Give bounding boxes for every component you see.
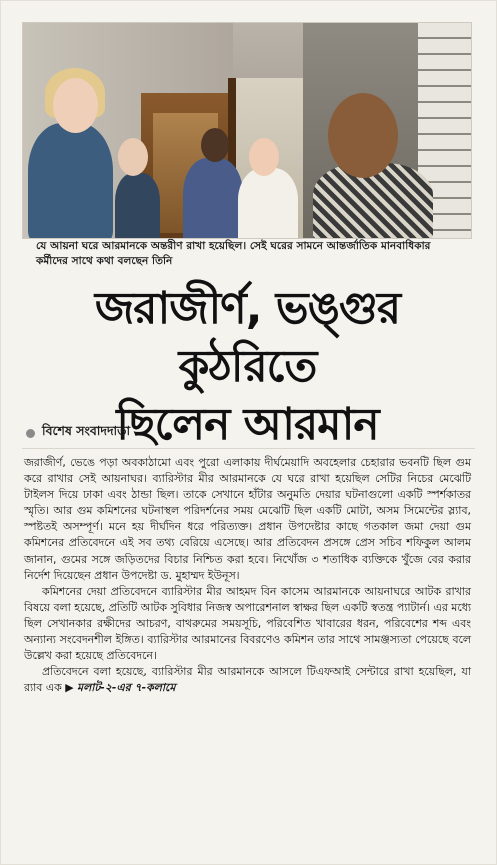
- photo-person-1-face: [53, 78, 98, 133]
- byline: [26, 423, 130, 443]
- paragraph-2: কমিশনের দেয়া প্রতিবেদনে ব্যারিস্টার মীর আহমদ বিন কাসেম আরমানকে আয়নাঘরে আটক রাখার বিষয়ে বলা হয়েছে, প্রতিটি আটক সুবিধার নিজস্ব অপারেশনাল স্বাক্ষর ছিল একটি স্বতন্ত্র প্যাটার্ন। এর মধ্যে ছিল সেখানকার রক্ষীদের আচরণ, বাথরুমের সময়সূচি, পরিবেশিত খাবারের ধরন, পরিবেশের শব্দ এবং অন্যান্য সংবেদনশীল ইঙ্গিত। ব্যারিস্টার আরমানের বিবরণেও কমিশন তার সাথে সামঞ্জস্যতা পেয়েছে বলে উল্লেখ করা হয়েছে প্রতিবেদনে।: [24, 584, 471, 663]
- bullet-icon: [26, 429, 35, 438]
- paragraph-1: জরাজীর্ণ, ভেঙে পড়া অবকাঠামো এবং পুরো এলাকায় দীর্ঘমেয়াদি অবহেলার চেহারার ভবনটি ছিল গুম করে রাখার সেই আয়নাঘর। ব্যারিস্টার মীর আরমানকে যে ঘরে রাখা হয়েছিল সেটির নিচের মেঝেটি টাইলস দিয়ে ঢাকা এবং ঠান্ডা ছিল। তাকে সেখানে হাঁটার অনুমতি দেয়ার ঘটনাগুলো একটি স্পর্শকাতর স্মৃতি। আর গুম কমিশনের ঘটনাস্থল পরিদর্শনের সময় মেঝেটি ছিল একটি মোটা, অসম সিমেন্টের স্ল্যাব, স্পষ্টতই অসম্পূর্ণ। মনে হয় দীর্ঘদিন ধরে পরিত্যক্ত। প্রধান উপদেষ্টার কাছে গতকাল জমা দেয়া গুম কমিশনের প্রতিবেদনে এই সব তথ্য বেরিয়ে এসেছে। আর প্রতিবেদন প্রসঙ্গে প্রেস সচিব শফিকুল আলম জানান, গুমের সঙ্গে জড়িতদের বিচার নিশ্চিত করা হবে। নিখোঁজ ৩ শতাধিক ব্যক্তিকে খুঁজে বের করার নির্দেশ দিয়েছেন প্রধান উপদেষ্টা ড. মুহাম্মদ ইউনূস।: [24, 456, 471, 582]
- photo-person-5-head: [328, 93, 398, 178]
- paragraph-3-text: প্রতিবেদনে বলা হয়েছে, ব্যারিস্টার মীর আরমানকে আসলে টিএফআই সেন্টারে রাখা হয়েছিল, যা র‍্যাব এক: [24, 665, 471, 695]
- divider: [22, 448, 475, 449]
- continuation-note: মলাট-২-এর ৭-কলামে: [77, 681, 176, 695]
- photo-person-2: [115, 173, 160, 239]
- headline-line-1: জরাজীর্ণ, ভঙ্গুর কুঠরিতে: [94, 283, 401, 392]
- photo-person-3-head: [201, 128, 229, 162]
- photo-person-4-face: [249, 138, 279, 176]
- photo-person-4: [238, 168, 298, 239]
- news-photo: [22, 22, 472, 239]
- paragraph-3: প্রতিবেদনে বলা হয়েছে, ব্যারিস্টার মীর আরমানকে আসলে টিএফআই সেন্টারে রাখা হয়েছিল, যা র‍্যাব এক ▶ মলাট-২-এর ৭-কলামে: [24, 665, 471, 695]
- photo-person-3: [183, 158, 243, 239]
- byline-text: বিশেষ সংবাদদাতা: [42, 423, 131, 438]
- photo-caption: যে আয়না ঘরে আরমানকে অন্তরীণ রাখা হয়েছিল। সেই ঘরের সামনে আন্তর্জাতিক মানবাধিকার কর্মীদের সাথে কথা বলছেন তিনি: [36, 240, 431, 267]
- photo-person-1: [28, 123, 113, 239]
- article-body: [24, 455, 471, 696]
- photo-person-2-face: [118, 138, 148, 176]
- headline-line-2: ছিলেন আরমান: [116, 399, 379, 450]
